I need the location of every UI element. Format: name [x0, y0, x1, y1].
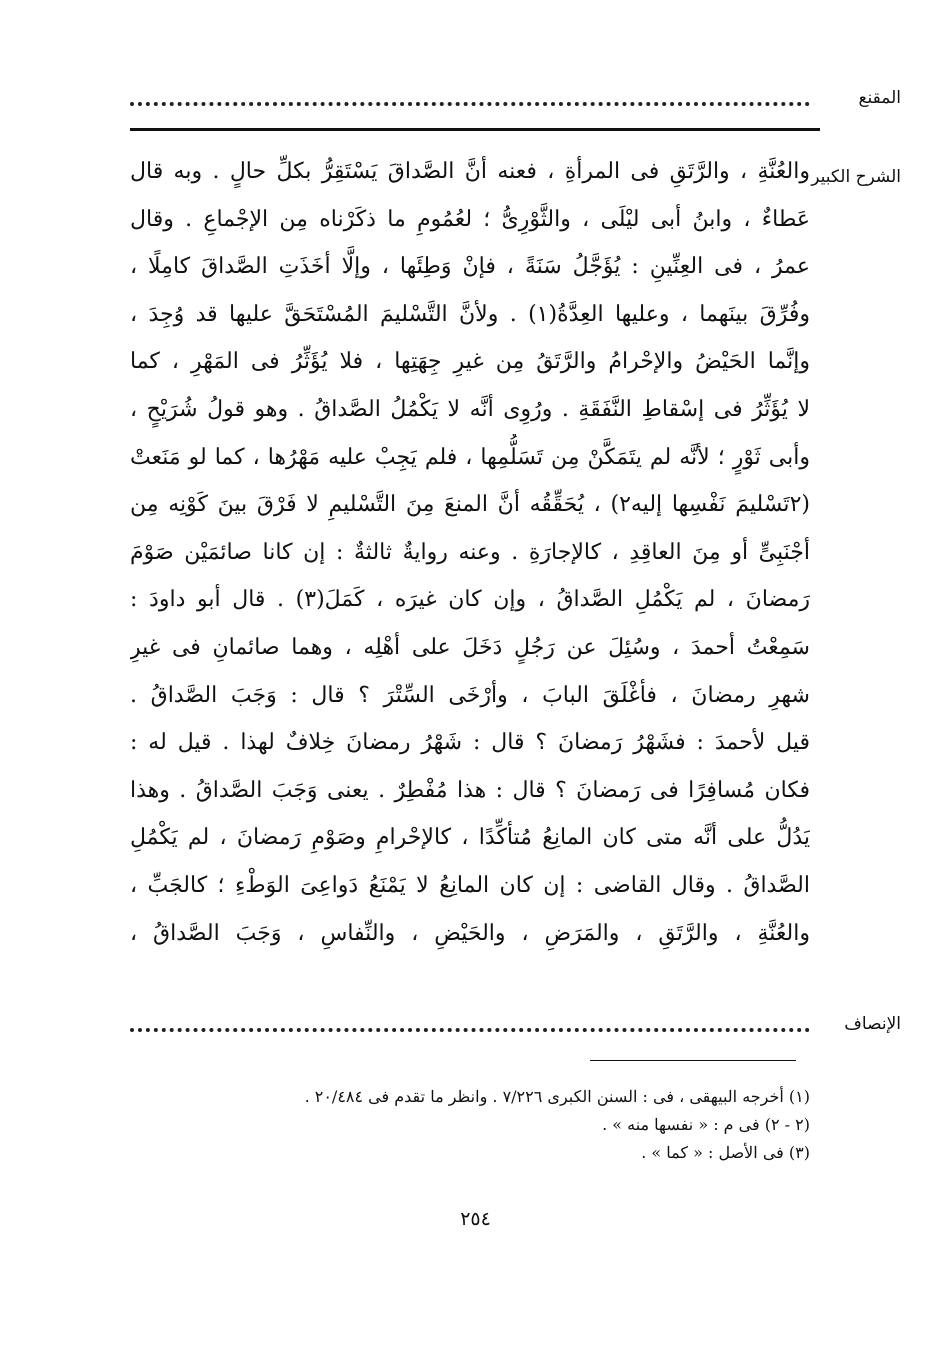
- side-label-insaf: الإنصاف: [844, 1014, 901, 1034]
- text-line: والعُنَّةِ ، والرَّتَقِ فى المرأةِ ، فعنه أنَّ الصَّداقَ يَسْتَقِرُّ بكلِّ حالٍ . وبه قال: [130, 159, 810, 184]
- text-line: عمرُ ، فى العِنِّينِ : يُؤَجَّلُ سَنَةً ، فإنْ وَطِئَها ، وإلَّا أخَذَتِ الصَّداقَ كامِلًا ،: [130, 254, 810, 280]
- footnote-rule: [590, 1060, 796, 1061]
- page-number: ٢٥٤: [460, 1208, 491, 1230]
- main-text: [130, 148, 810, 957]
- running-title: المقنع: [858, 88, 901, 108]
- text-line: قيل لأحمدَ : فشَهْرُ رَمضانَ ؟ قال : شَهْرُ رمضانَ خِلافٌ لهذا . قيل له :: [130, 730, 810, 756]
- text-line: لا يُؤَثِّرُ فى إسْقاطِ النَّفَقَةِ . ورُوِى أنَّه لا يَكْمُلُ الصَّداقُ . وهو قولُ شُرَيْحٍ ،: [130, 396, 810, 422]
- header-dotted-line: [130, 92, 810, 106]
- text-line: فكان مُسافِرًا فى رَمضانَ ؟ قال : هذا مُفْطِرٌ . يعنى وَجَبَ الصَّداقُ . وهذا: [130, 777, 810, 803]
- text-line: يَدُلُّ على أنَّه متى كان المانِعُ مُتأكِّدًا ، كالإحْرامِ وصَوْمِ رَمضانَ ، لم يَكْمُلِ: [130, 825, 810, 851]
- insaf-dotted-line: [130, 1018, 810, 1032]
- text-line: (٢تَسْليمَ نَفْسِها إليه٢) ، يُحَقِّقُه أنَّ المنعَ مِنَ التَّسْليمِ لا فَرْقَ بينَ كَوْنِه مِن: [130, 492, 810, 518]
- side-label-sharh: الشرح الكبير: [811, 167, 901, 187]
- header-rule: [130, 128, 820, 131]
- text-line: شهرِ رمضانَ ، فأغْلَقَ البابَ ، وأرْخَى السِّتْرَ ؟ قال : وَجَبَ الصَّداقُ .: [130, 682, 810, 708]
- text-line: والعُنَّةِ ، والرَّتَقِ ، والمَرَضِ ، والحَيْضِ ، والنِّفاسِ ، وَجَبَ الصَّداقُ ،: [130, 920, 810, 946]
- text-line: سَمِعْتُ أحمدَ ، وسُئِلَ عن رَجُلٍ دَخَلَ على أهْلِه ، وهما صائمانِ فى غيرِ: [130, 634, 810, 660]
- text-line: الصَّداقُ . وقال القاضى : إن كان المانِعُ لا يَمْنَعُ دَواعِىَ الوَطْءِ ؛ كالجَبِّ ،: [130, 872, 810, 898]
- text-line: أجْنَبِىٍّ أو مِنَ العاقِدِ ، كالإجارَةِ . وعنه روايةٌ ثالثةٌ : إن كانا صائمَيْن صَوْمَ: [130, 539, 810, 565]
- text-line: رَمضانَ ، لم يَكْمُلِ الصَّداقُ ، وإن كان غيرَه ، كَمَلَ(٣) . قال أبو داودَ :: [130, 587, 810, 613]
- footnotes: [130, 1083, 810, 1167]
- text-line: وإنَّما الحَيْضُ والإحْرامُ والرَّتَقُ مِن غيرِ جِهَتِها ، فلا يُؤَثِّرُ فى المَهْرِ ، كما: [130, 349, 810, 375]
- text-line: عَطاءٌ ، وابنُ أبى ليْلَى ، والثَّوْرِىُّ ؛ لعُمُومِ ما ذكَرْناه مِن الإجْماعِ . وقال: [130, 206, 810, 232]
- text-line: وأبى ثَوْرٍ ؛ لأنَّه لم يتَمَكَّنْ مِن تَسَلُّمِها ، فلم يَجِبْ عليه مَهْرُها ، كما لو مَنَعتْ: [130, 444, 810, 470]
- footnote: (٢ - ٢) فى م : « نفسها منه » .: [602, 1115, 810, 1134]
- footnote: (٣) فى الأصل : « كما » .: [641, 1143, 810, 1162]
- footnote: (١) أخرجه البيهقى ، فى : السنن الكبرى ٧/٢٢٦ . وانظر ما تقدم فى ٢٠/٤٨٤ .: [304, 1087, 810, 1106]
- text-line: وفُرِّقَ بينَهما ، وعليها العِدَّةُ(١) . ولأنَّ التَّسْليمَ المُسْتَحَقَّ عليها قد وُجِدَ ،: [130, 301, 810, 327]
